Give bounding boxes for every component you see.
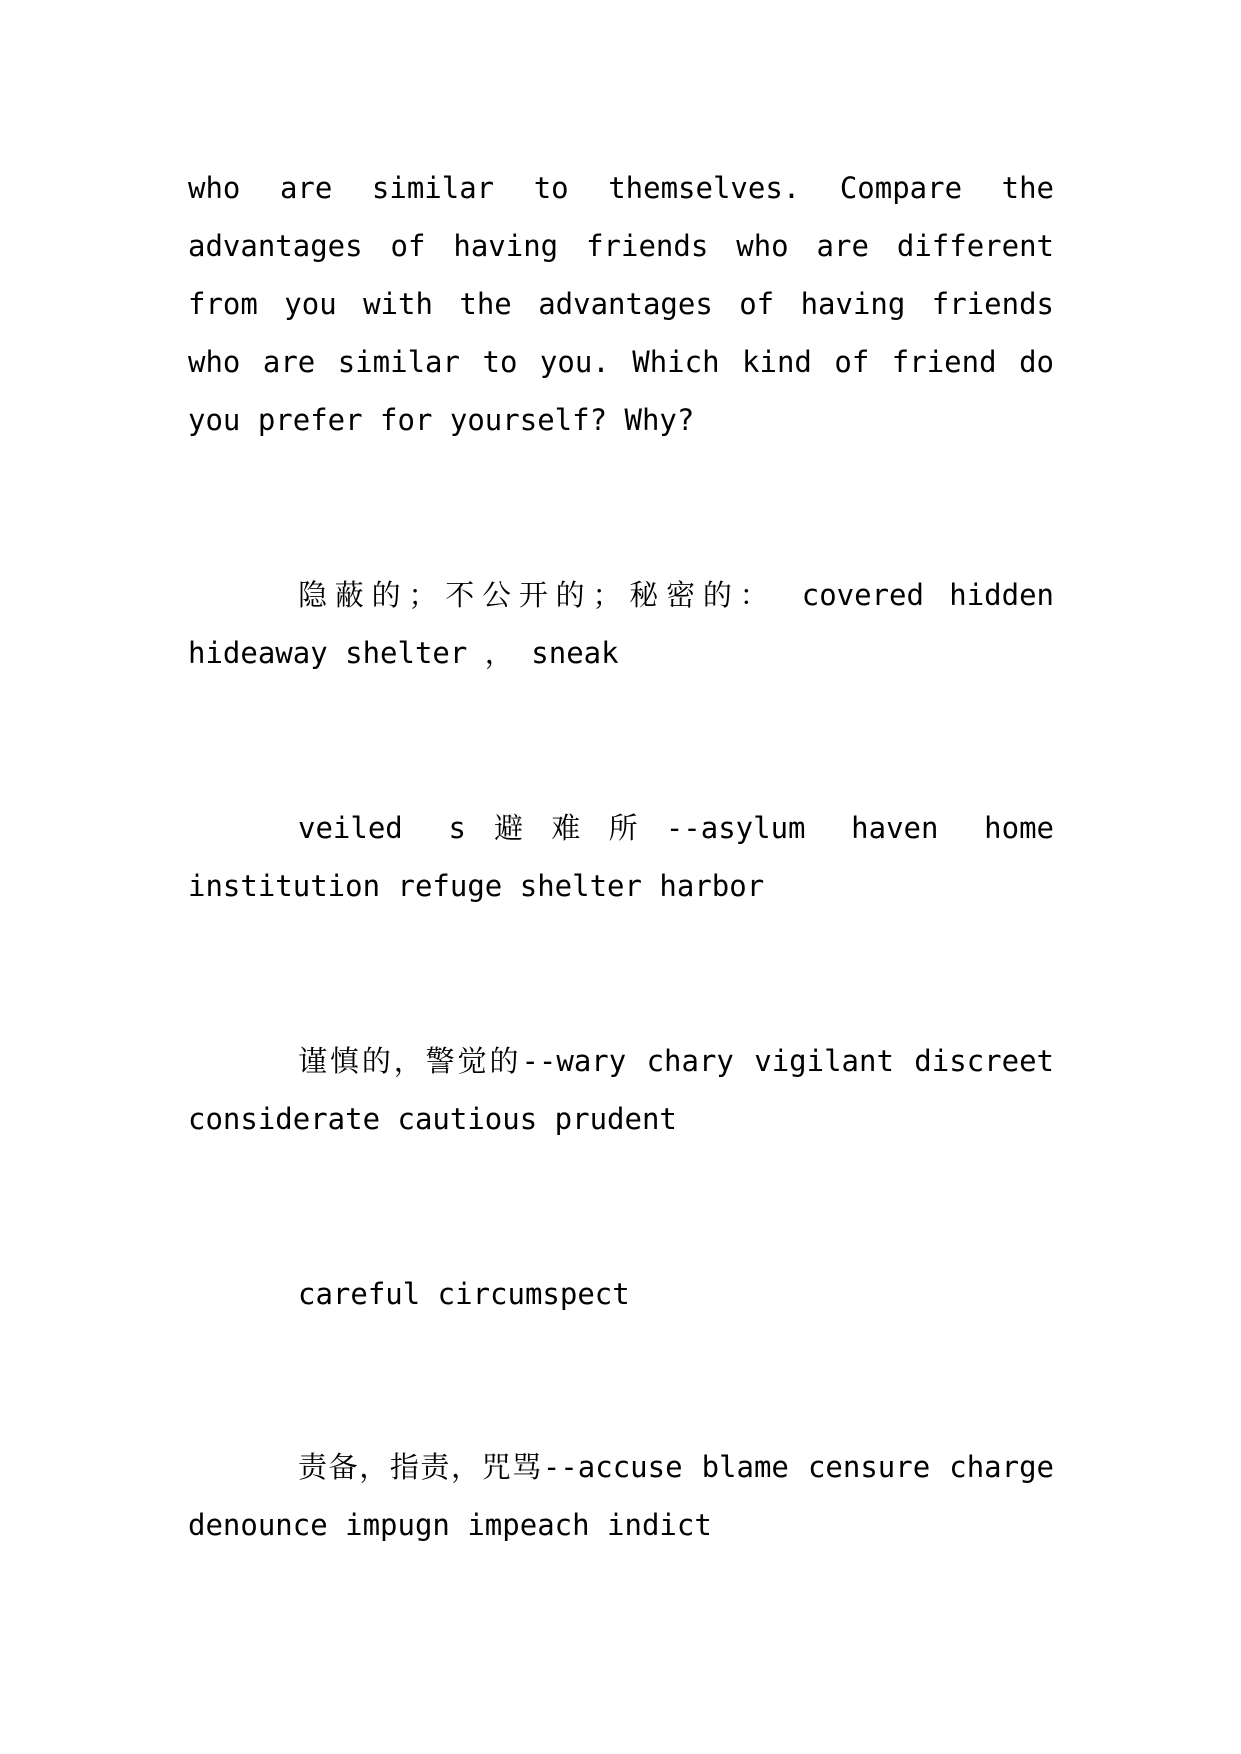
vocabulary-paragraph-shelter: veiled s避难所--asylum haven home institution refuge shelter harbor <box>188 811 1054 903</box>
essay-prompt-paragraph: who are similar to themselves. Compare the advantages of having friends who are different from you with the advantages of having friends who are similar to you. Which kind of friend do you prefer for yourself? Why? <box>188 171 1054 437</box>
vocabulary-paragraph-careful: careful circumspect <box>298 1277 630 1311</box>
vocabulary-paragraph-blame: 责备，指责，咒骂--accuse blame censure charge denounce impugn impeach indict <box>188 1450 1054 1542</box>
vocabulary-paragraph-hidden: 隐蔽的；不公开的；秘密的： covered hidden hideaway shelter ， sneak <box>188 578 1054 670</box>
vocabulary-paragraph-cautious: 谨慎的，警觉的--wary chary vigilant discreet considerate cautious prudent <box>188 1044 1054 1136</box>
